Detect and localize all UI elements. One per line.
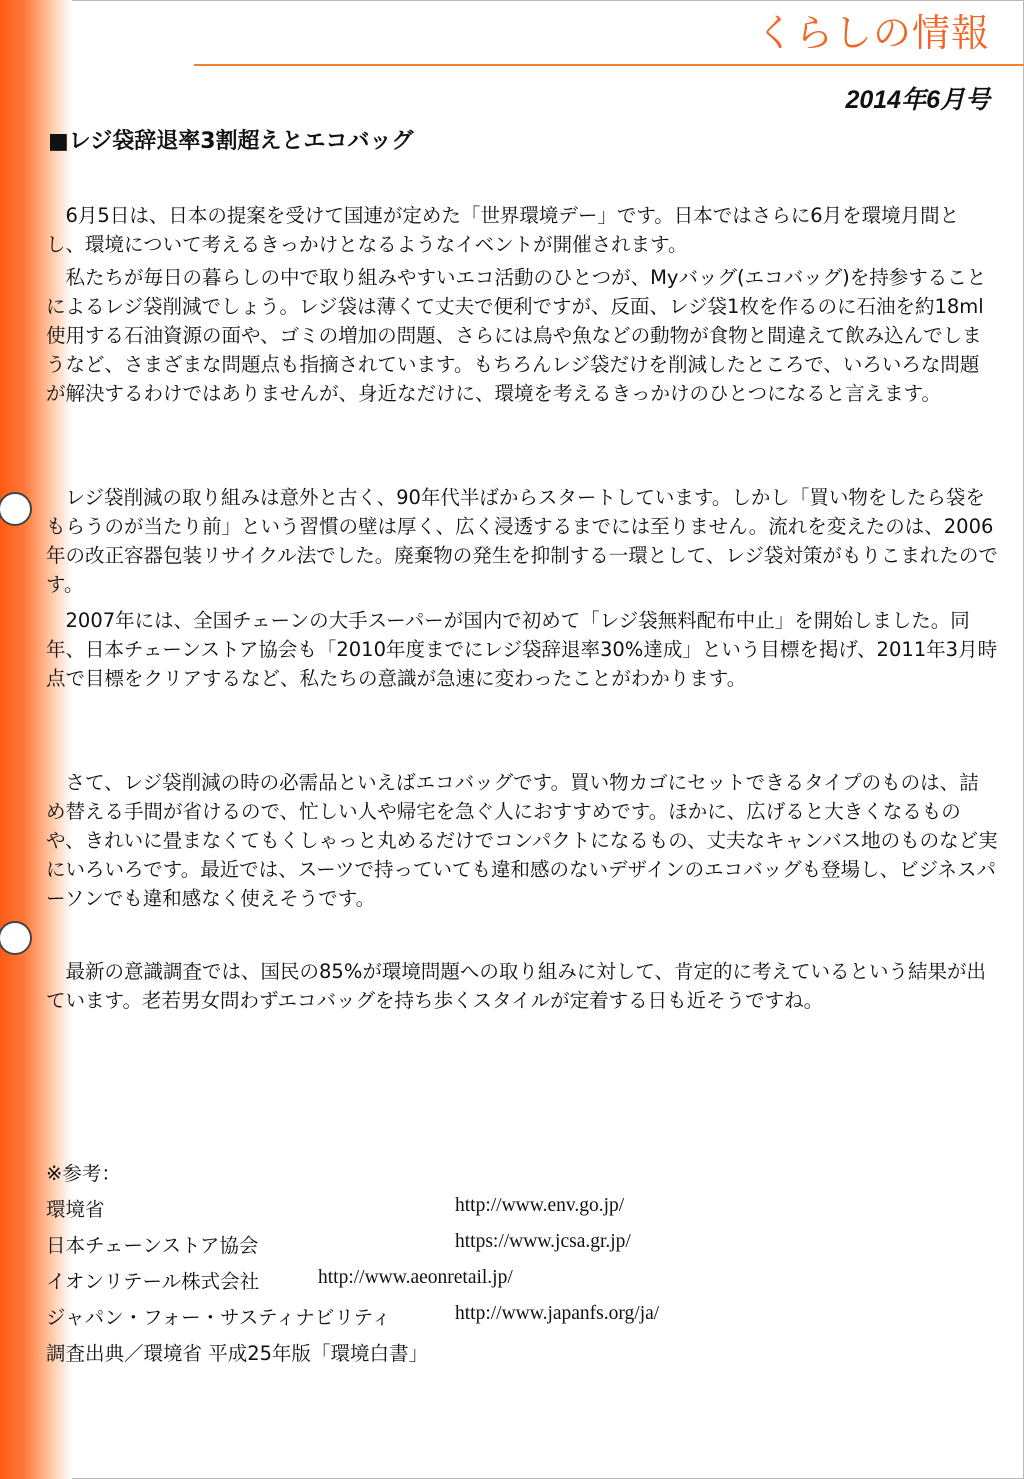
reference-name: イオンリテール株式会社: [46, 1270, 260, 1293]
article-paragraph: 6月5日は、日本の提案を受けて国連が定めた「世界環境デー」です。日本ではさらに6月を環境月間とし、環境について考えるきっかけとなるようなイベントが開催されます。: [46, 204, 960, 256]
reference-name: 日本チェーンストア協会: [46, 1234, 259, 1257]
references-heading: ※参考：: [46, 1162, 121, 1185]
article-paragraph: 2007年には、全国チェーンの大手スーパーが国内で初めて「レジ袋無料配布中止」を開始しました。同年、日本チェーンストア協会も「2010年度までにレジ袋辞退率30%達成」という目標を掲げ、2011年3月時点で目標をクリアするなど、私たちの意識が急速に変わったことがわかります。: [46, 609, 998, 690]
reference-link[interactable]: http://www.aeonretail.jp/: [318, 1267, 513, 1288]
survey-source: 調査出典／環境省 平成25年版「環境白書」: [46, 1342, 429, 1365]
reference-name: 環境省: [46, 1198, 105, 1221]
issue-date: 2014年6月号: [845, 86, 990, 114]
page-title: くらしの情報: [755, 11, 990, 55]
reference-link[interactable]: https://www.jcsa.gr.jp/: [455, 1231, 631, 1252]
reference-link[interactable]: http://www.env.go.jp/: [455, 1195, 625, 1216]
article-paragraph: レジ袋削減の取り組みは意外と古く、90年代半ばからスタートしています。しかし「買い物をしたら袋をもらうのが当たり前」という習慣の壁は厚く、広く浸透するまでには至りません。流れを変えたのは、2006年の改正容器包装リサイクル法でした。廃棄物の発生を抑制する一環として、レジ袋対策がもりこまれたのです。: [46, 486, 998, 596]
article-paragraph: さて、レジ袋削減の時の必需品といえばエコバッグです。買い物カゴにセットできるタイプのものは、詰め替える手間が省けるので、忙しい人や帰宅を急ぐ人におすすめです。ほかに、広げると大きくなるものや、きれいに畳まなくてもくしゃっと丸めるだけでコンパクトになるもの、丈夫なキャンバス地のものなど実にいろいろです。最近では、スーツで持っていても違和感のないデザインのエコバッグも登場し、ビジネスパーソンでも違和感なく使えそうです。: [46, 771, 998, 910]
article-paragraph: 最新の意識調査では、国民の85%が環境問題への取り組みに対して、肯定的に考えているという結果が出ています。老若男女問わずエコバッグを持ち歩くスタイルが定着する日も近そうですね。: [46, 960, 986, 1012]
reference-name: ジャパン・フォー・サスティナビリティ: [46, 1306, 391, 1329]
article-paragraph: 私たちが毎日の暮らしの中で取り組みやすいエコ活動のひとつが、Myバッグ(エコバッグ)を持参することによるレジ袋削減でしょう。レジ袋は薄くて丈夫で便利ですが、反面、レジ袋1枚を作るのに石油を約18ml使用する石油資源の面や、ゴミの増加の問題、さらには鳥や魚などの動物が食物と間違えて飲み込んでしまうなど、さまざまな問題点も指摘されています。もちろんレジ袋だけを削減したところで、いろいろな問題が解決するわけではありませんが、身近なだけに、環境を考えるきっかけのひとつになると言えます。: [46, 266, 987, 405]
reference-link[interactable]: http://www.japanfs.org/ja/: [455, 1303, 660, 1324]
article-title: ■レジ袋辞退率3割超えとエコバッグ: [48, 129, 414, 154]
header-divider: [194, 64, 1024, 66]
